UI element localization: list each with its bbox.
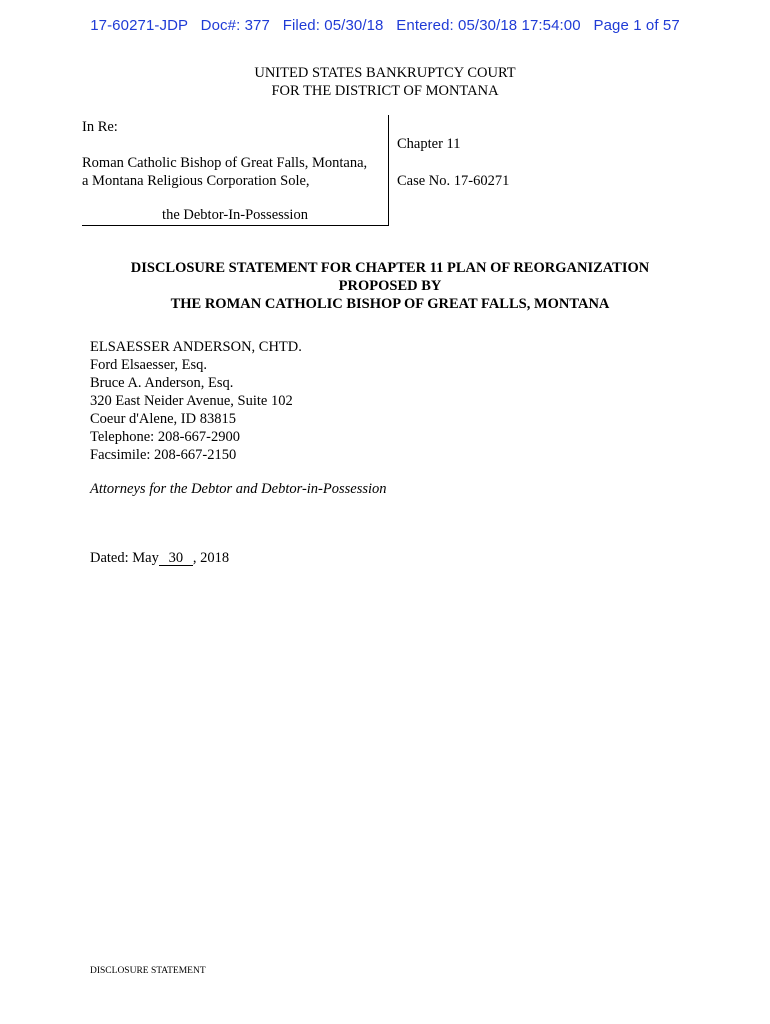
- court-district: FOR THE DISTRICT OF MONTANA: [271, 83, 499, 99]
- court-name: UNITED STATES BANKRUPTCY COURT: [254, 65, 516, 81]
- debtor-in-possession-label: the Debtor-In-Possession: [162, 207, 308, 223]
- page-footer: DISCLOSURE STATEMENT: [90, 966, 206, 976]
- title-line1: DISCLOSURE STATEMENT FOR CHAPTER 11 PLAN OF REORGANIZATION: [130, 260, 650, 276]
- dated-line: [90, 550, 229, 567]
- firm-name: ELSAESSER ANDERSON, CHTD.: [90, 339, 302, 355]
- attorney-name: Ford Elsaesser, Esq.: [90, 357, 208, 373]
- court-heading: [0, 64, 770, 100]
- in-re-label: In Re:: [82, 119, 118, 135]
- case-caption: [82, 115, 682, 227]
- docket-stamp: 17-60271-JDP Doc#: 377 Filed: 05/30/18 Entered: 05/30/18 17:54:00 Page 1 of 57: [90, 17, 680, 34]
- law-firm-block: [90, 338, 302, 464]
- firm-address-street: 320 East Neider Avenue, Suite 102: [90, 393, 293, 409]
- debtor-name-line1: Roman Catholic Bishop of Great Falls, Montana,: [82, 155, 368, 171]
- dated-day: 30: [159, 551, 193, 566]
- title-line3: THE ROMAN CATHOLIC BISHOP OF GREAT FALLS, MONTANA: [170, 296, 610, 312]
- debtor-name-line2: a Montana Religious Corporation Sole,: [82, 173, 310, 189]
- attorneys-for-note: Attorneys for the Debtor and Debtor-in-Possession: [90, 481, 387, 497]
- caption-parties-box: [82, 115, 388, 226]
- firm-facsimile: Facsimile: 208-667-2150: [90, 447, 237, 463]
- document-title: [0, 259, 770, 313]
- case-number: Case No. 17-60271: [397, 173, 510, 189]
- attorney-name: Bruce A. Anderson, Esq.: [90, 375, 234, 391]
- firm-telephone: Telephone: 208-667-2900: [90, 429, 240, 445]
- dated-prefix: Dated: May: [90, 550, 159, 566]
- firm-address-city: Coeur d'Alene, ID 83815: [90, 411, 236, 427]
- title-line2: PROPOSED BY: [338, 278, 442, 294]
- dated-suffix: , 2018: [192, 550, 230, 566]
- caption-divider: [388, 115, 389, 226]
- chapter-label: Chapter 11: [397, 136, 461, 152]
- debtor-name: [82, 154, 367, 190]
